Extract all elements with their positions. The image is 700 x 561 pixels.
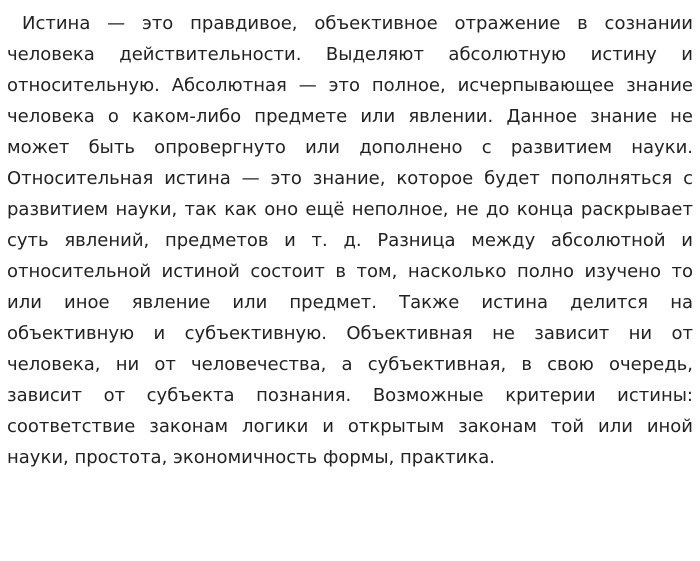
document-page bbox=[7, 8, 693, 473]
body-paragraph: Истина — это правдивое, объективное отражение в сознании человека действительности. Выделяют абсолютную истину и относительную. Абсолютная — это полное, исчерпывающее знание человека о каком-либо предмете или явлении. Данное знание не может быть опровергнуто или дополнено с развитием науки. Относительная истина — это знание, которое будет пополняться с развитием науки, так как оно ещё неполное, не до конца раскрывает суть явлений, предметов и т. д. Разница между абсолютной и относительной истиной состоит в том, насколько полно изучено то или иное явление или предмет. Также истина делится на объективную и субъективную. Объективная не зависит ни от человека, ни от человечества, а субъективная, в свою очередь, зависит от субъекта познания. Возможные критерии истины: соответствие законам логики и открытым законам той или иной науки, простота, экономичность формы, практика. bbox=[7, 13, 693, 468]
